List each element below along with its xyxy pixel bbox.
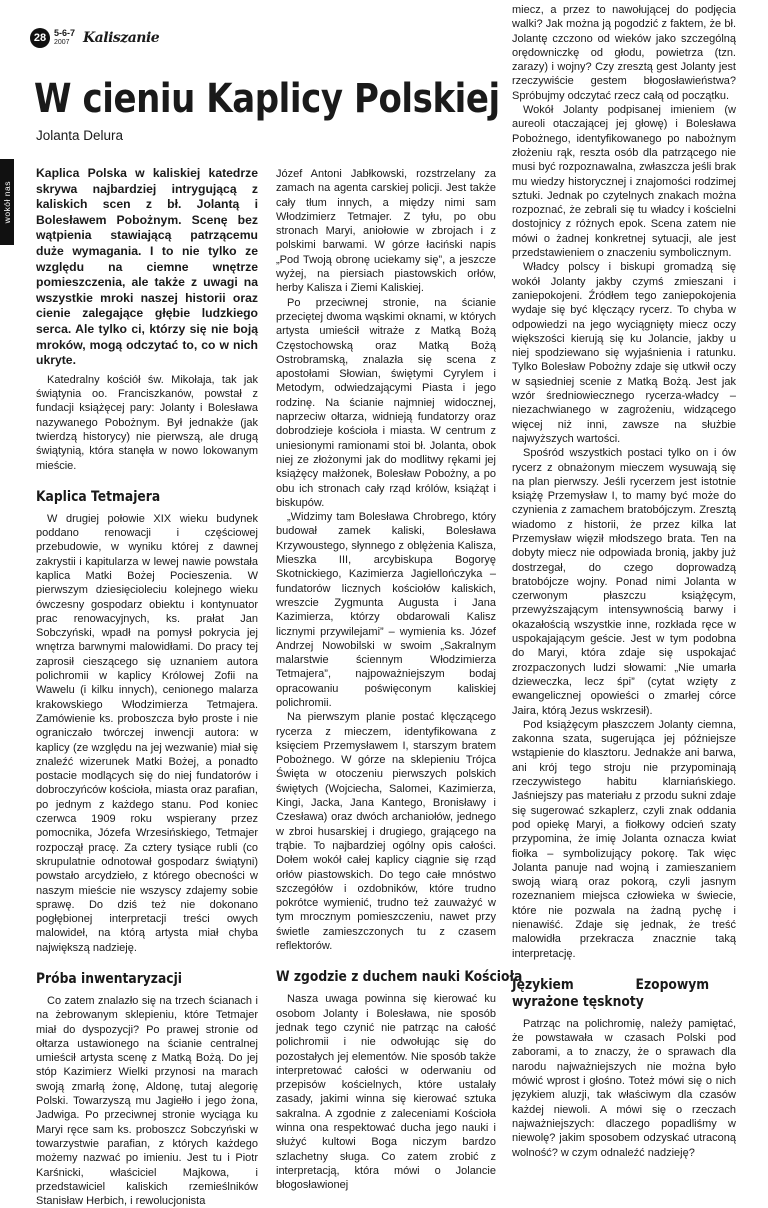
- section-tab-label: wokół nas: [2, 180, 12, 224]
- column-3: [512, 3, 736, 1160]
- paragraph: Pod książęcym płaszczem Jolanty ciemna, zakonna szata, sugerująca jej późniejsze wstąpienie do klasztoru. Jednakże ani barwa, ani krój tego stroju nie przypominają rzeczywistego habitu klarniańskiego. Jaśniejszy pas materiału z przodu sukni zdaje się sugerować szkaplerz, czyli znak oddania pod opiekę Maryi, a fiołkowy odcień szaty przypomina, że imię Jolanta oznacza kwiat fiołka – symbolizujący pokorę. Tak więc Jolanta panuje nad wojną i zamieszaniem swoją wiarą oraz pokorą, czyli jasnym rozeznaniem miejsca człowieka w świecie, które nie pozwala na żadną pychę i nienawiść. Zdaje się jednak, że treść malowidła przekracza znacznie taką interpretację.: [512, 718, 736, 960]
- paragraph: Spośród wszystkich postaci tylko on i ów rycerz z obnażonym mieczem wysuwają się na plan pierwszy. Jeśli rycerzem jest istotnie książę Przemysław I, to mamy być może do czynienia z zamachem bratobójczym. Zresztą wiadomo z historii, że przez kilka lat Przemysław więził młodszego brata. Ten na dobyty miecz nie odpowiada bronią, jakby już dostrzegał, do czego doprowadzą bratobójcze wojny. Ponad nimi Jolanta w czerwonym płaszczu książęcym, przewyższającym intensywnością barwy i okazałością wszystkie inne, rozkłada ręce w uspokajającym geście. Jest w tym podobna do Maryi, która zdaje się uspokajać zrozpaczonych ludzi słowami: „Nie umarła dzieweczka, lecz śpi” (cytat wzięty z ewangelicznej opowieści o zmarłej córce Jaira, którą Jezus wskrzesił).: [512, 447, 736, 717]
- article-title: W cieniu Kaplicy Polskiej: [34, 76, 500, 122]
- magazine-logo: Kaliszanie: [83, 30, 160, 46]
- section-heading: Językiem Ezopowym wyrażone tęsknoty: [512, 976, 710, 1010]
- paragraph: Co zatem znalazło się na trzech ścianach i na żebrowanym sklepieniu, które Tetmajer miał do dyspozycji? Po prawej stronie od ołtarza ustawionego na ścianie centralnej umieścił artysta scenę z Matką Bożą. Do jej stóp Kazimierz Wielki przynosi na marach swoją zmarłą żonę, Aldonę, tutaj alegorię Polski. Towarzyszą mu Jagiełło i jego żona, Jadwiga. Po przeciwnej stronie wyciąga ku Maryi ręce sam ks. proboszcz Sobczyński w towarzystwie parafian, z których każdego możemy nazwać po imieniu. Jest tu i Piotr Karśnicki, właściciel Majkowa, i przedstawiciel kaliskich rzemieślników Stanisław Herbich, i rewolucjonista: [36, 995, 258, 1208]
- column-2: [276, 167, 523, 1192]
- paragraph: Władcy polscy i biskupi gromadzą się wokół Jolanty jakby czymś zmieszani i zaniepokojeni. Źródłem tego zaniepokojenia wydaje się być klęczący rycerz. To chyba w odpowiedzi na jego wyciągnięty miecz oczy większości kierują się ku Jolancie, jakby u niej spodziewano się wyjaśnienia i ratunku. Tylko Bolesław Pobożny zdaje się utkwił oczy w sąsiedniej scenie z Matką Bożą. Jest jak wzór średniowiecznego rycerza-władcy – niezachwianego w zagrożeniu, widzącego więcej niż inni, zawsze na służbie najwyższych wartości.: [512, 261, 736, 445]
- paragraph: W drugiej połowie XIX wieku budynek poddano renowacji i częściowej przebudowie, w wyniku której z dawnej zakrystii i kapitularza w lewej nawie powstała kaplica Matki Bożej Pocieszenia. W pierwszym dziesięcioleciu kolejnego wieku ówczesny gospodarz obiektu i kontynuator prac renowacyjnych, ks. prałat Jan Sobczyński, wpadł na pomysł pokrycia jej wnętrza barwnymi malowidłami. Do pracy tej zaprosił cieszącego się uznaniem autora polichromii w kaplicy Królowej Zofii na Wawelu (i kilku innych), cenionego malarza krakowskiego Włodzimierza Tetmajera. Zamówienie ks. proboszcza było proste i nie ograniczało twórczej inwencji autora: w kaplicy (ze względu na jej wezwanie) miał się znaleźć wizerunek Matki Bożej, a ponadto postacie modlących się do niej fundatorów i dobroczyńców kościoła, miasta oraz parafian, po jednym z każdego stanu. Pod koniec czerwca 1909 roku wspierany przez pomocnika, Józefa Wrzesińskiego, Tetmajer rozpoczął pracę. Za cztery tysiące rubli (co skrupulatnie odnotował gospodarz świątyni) powstało arcydzieło, z którego obecności w naszym mieście nie wszyscy zdajemy sobie sprawę. Do dziś też nie dokonano pogłębionej interpretacji treści owych malowideł, na którą artysta miał chyba największą nadzieję.: [36, 512, 258, 954]
- paragraph: Nasza uwaga powinna się kierować ku osobom Jolanty i Bolesława, nie sposób jednak tego czynić nie patrząc na całość polichromii i nie odwołując się do pozostałych jej elementów. Nie sposób także interpretować całości w oderwaniu od przepisów kościelnych, które ustalały zasady, jakimi winna się kierować sztuka sakralna. A zgodnie z zaleceniami Kościoła winna ona respektować ducha jego nauki i służyć kultowi Boga niczym bardzo szlachetny sługa. Co zatem zrobić z interpretacją, która mówi o Jolancie błogosławionej: [276, 993, 496, 1192]
- article-author: Jolanta Delura: [36, 128, 124, 143]
- paragraph: Patrząc na polichromię, należy pamiętać, że powstawała w czasach Polski pod zaborami, a to znaczy, że o sprawach dla narodu najważniejszych nie można było mówić wprost i głośno. Toteż mówi się o nich językiem aluzji, tak właściwym dla czasów każdej niewoli. A mówi się o rzeczach najważniejszych: dlaczego popadliśmy w niewolę? jakim sposobem odzyskać utraconą wolność? w czym odnaleźć nadzieję?: [512, 1017, 736, 1159]
- paragraph: Na pierwszym planie postać klęczącego rycerza z mieczem, identyfikowana z księciem Przemysławem I, starszym bratem Pobożnego. W górze na sklepieniu Trójca Święta w otoczeniu pierwszych polskich świętych (Wojciecha, Salomei, Kazimierza, Kingi, Jacka, Jana Kantego, Bronisławy i Czesława) oraz dwóch archaniołów, jednego w zbroi husarskiej i drugiego, grającego na trąbie. To najbardziej ogólny opis całości. Dołem wokół całej kaplicy ciągnie się rząd orłów piastowskich. Do tego całe mnóstwo szczegółów i ozdobników, które trudno pokrótce wymienić, trudno też zauważyć w tym mrocznym pomieszczeniu, nawet przy świetle zamieszczonych tu z czasem reflektorów.: [276, 711, 496, 953]
- paragraph: Józef Antoni Jabłkowski, rozstrzelany za zamach na agenta carskiej policji. Jest także cały tłum innych, a między nimi sam Włodzimierz Tetmajer. Z tyłu, po obu stronach Maryi, aniołowie w zbrojach i z polskimi barwami. W górze łaciński napis „Pod Twoją obronę uciekamy się”, a jeszcze wyżej, na piersiach piastowskich orłów, herby Kalisza i Ziemi Kaliskiej.: [276, 168, 496, 295]
- paragraph: „Widzimy tam Bolesława Chrobrego, który budował zamek kaliski, Bolesława Krzywoustego, słynnego z oblężenia Kalisza, Mieszka III, arcybiskupa Bogoryę Skotnickiego, Kazimierza Jagiellończyka – fundatorów licznych kościołów kaliskich, wreszcie Zygmunta Augusta i Jana Kazimierza, którzy obdarowali Kalisz licznymi przywilejami” – wymienia ks. Józef Andrzej Nowobilski w swoim „Sakralnym malarstwie ściennym Włodzimierza Tetmajera”, najpoważniejszym bodaj opracowaniu poświęconym kaliskiej polichromii.: [276, 511, 496, 709]
- column-1: [36, 166, 258, 1208]
- paragraph: Po przeciwnej stronie, na ścianie przeciętej dwoma wąskimi oknami, w których artysta umieścił witraże z Matką Bożą Częstochowską oraz Matką Bożą Ostrobramską, znalazła się scena z apostołami Słowian, świętymi Cyrylem i Metodym, odwiedzającymi Piasta i jego rodzinę. Na ścianie najmniej widocznej, naprzeciw ołtarza, widnieją fundatorzy oraz dobrodzieje kościoła i miasta. W centrum z uniesionymi ramionami stoi bł. Jolanta, obok niej ze złożonymi jak do modlitwy rękami jej książęcy małżonek, Bolesław Pobożny, a po obu ich stronach cały rząd królów, książąt i biskupów.: [276, 296, 496, 509]
- section-heading: Próba inwentaryzacji: [36, 971, 183, 987]
- issue-info: [54, 29, 75, 47]
- section-tab: [0, 159, 14, 245]
- section-heading: Kaplica Tetmajera: [36, 488, 161, 505]
- issue-year: 2007: [54, 39, 70, 46]
- page-number: 28: [30, 28, 50, 48]
- paragraph: Wokół Jolanty podpisanej imieniem (w aureoli otaczającej jej głowę) i Bolesława Pobożnego, identyfikowanego po nabożnym złożeniu rąk, reszta osób dla patrzącego nie musi być rozpoznawalna, zwłaszcza jeśli brak mu wiedzy historycznej i znajomości rodzimej sztuki. Jednak po czytelnych znakach można rozpoznać, że zebrali się tu władcy i kościelni dostojnicy z różnych epok. Scena zatem nie mówi o żadnej konkretnej sytuacji, ale jest przedstawieniem o znaczeniu symbolicznym.: [512, 104, 736, 260]
- section-heading: W zgodzie z duchem nauki Kościoła: [276, 969, 523, 986]
- article-lead: Kaplica Polska w kaliskiej katedrze skrywa najbardziej intrygującą z kaliskich scen z bł. Jolantą i Bolesławem Pobożnym. Scenę bez wątpienia stawiającą patrzącemu duże wymagania. I to nie tylko ze względu na ciemne wnętrze pomieszczenia, ale także z uwagi na wszystkie mroki naszej historii oraz cienie zalegające głębie ludzkiego serca. Ale tylko ci, którzy się nie boją mroków, mogą odczytać to, co w nich ukryte.: [36, 166, 258, 368]
- paragraph: Katedralny kościół św. Mikołaja, tak jak świątynia oo. Franciszkanów, powstał z fundacji książęcej pary: Jolanty i Bolesława nazywanego Pobożnym. Był jednakże (jak twierdzą historycy) nie pierwszą, ale drugą świątynią, która stanęła w nowo lokowanym mieście.: [36, 373, 258, 472]
- issue-number: 5-6-7: [54, 28, 76, 38]
- page-header: [30, 27, 159, 49]
- paragraph: miecz, a przez to nawołującej do podjęcia walki? Jak można ją pogodzić z faktem, że bł. Jolantę czczono od wieków jako szczególną orędowniczkę od głodu, powietrza (tzn. zarazy) i wojny? Czy zresztą gest Jolanty jest rzeczywiście gestem błogosławieństwa? Spróbujmy odczytać rzecz całą od początku.: [512, 4, 736, 102]
